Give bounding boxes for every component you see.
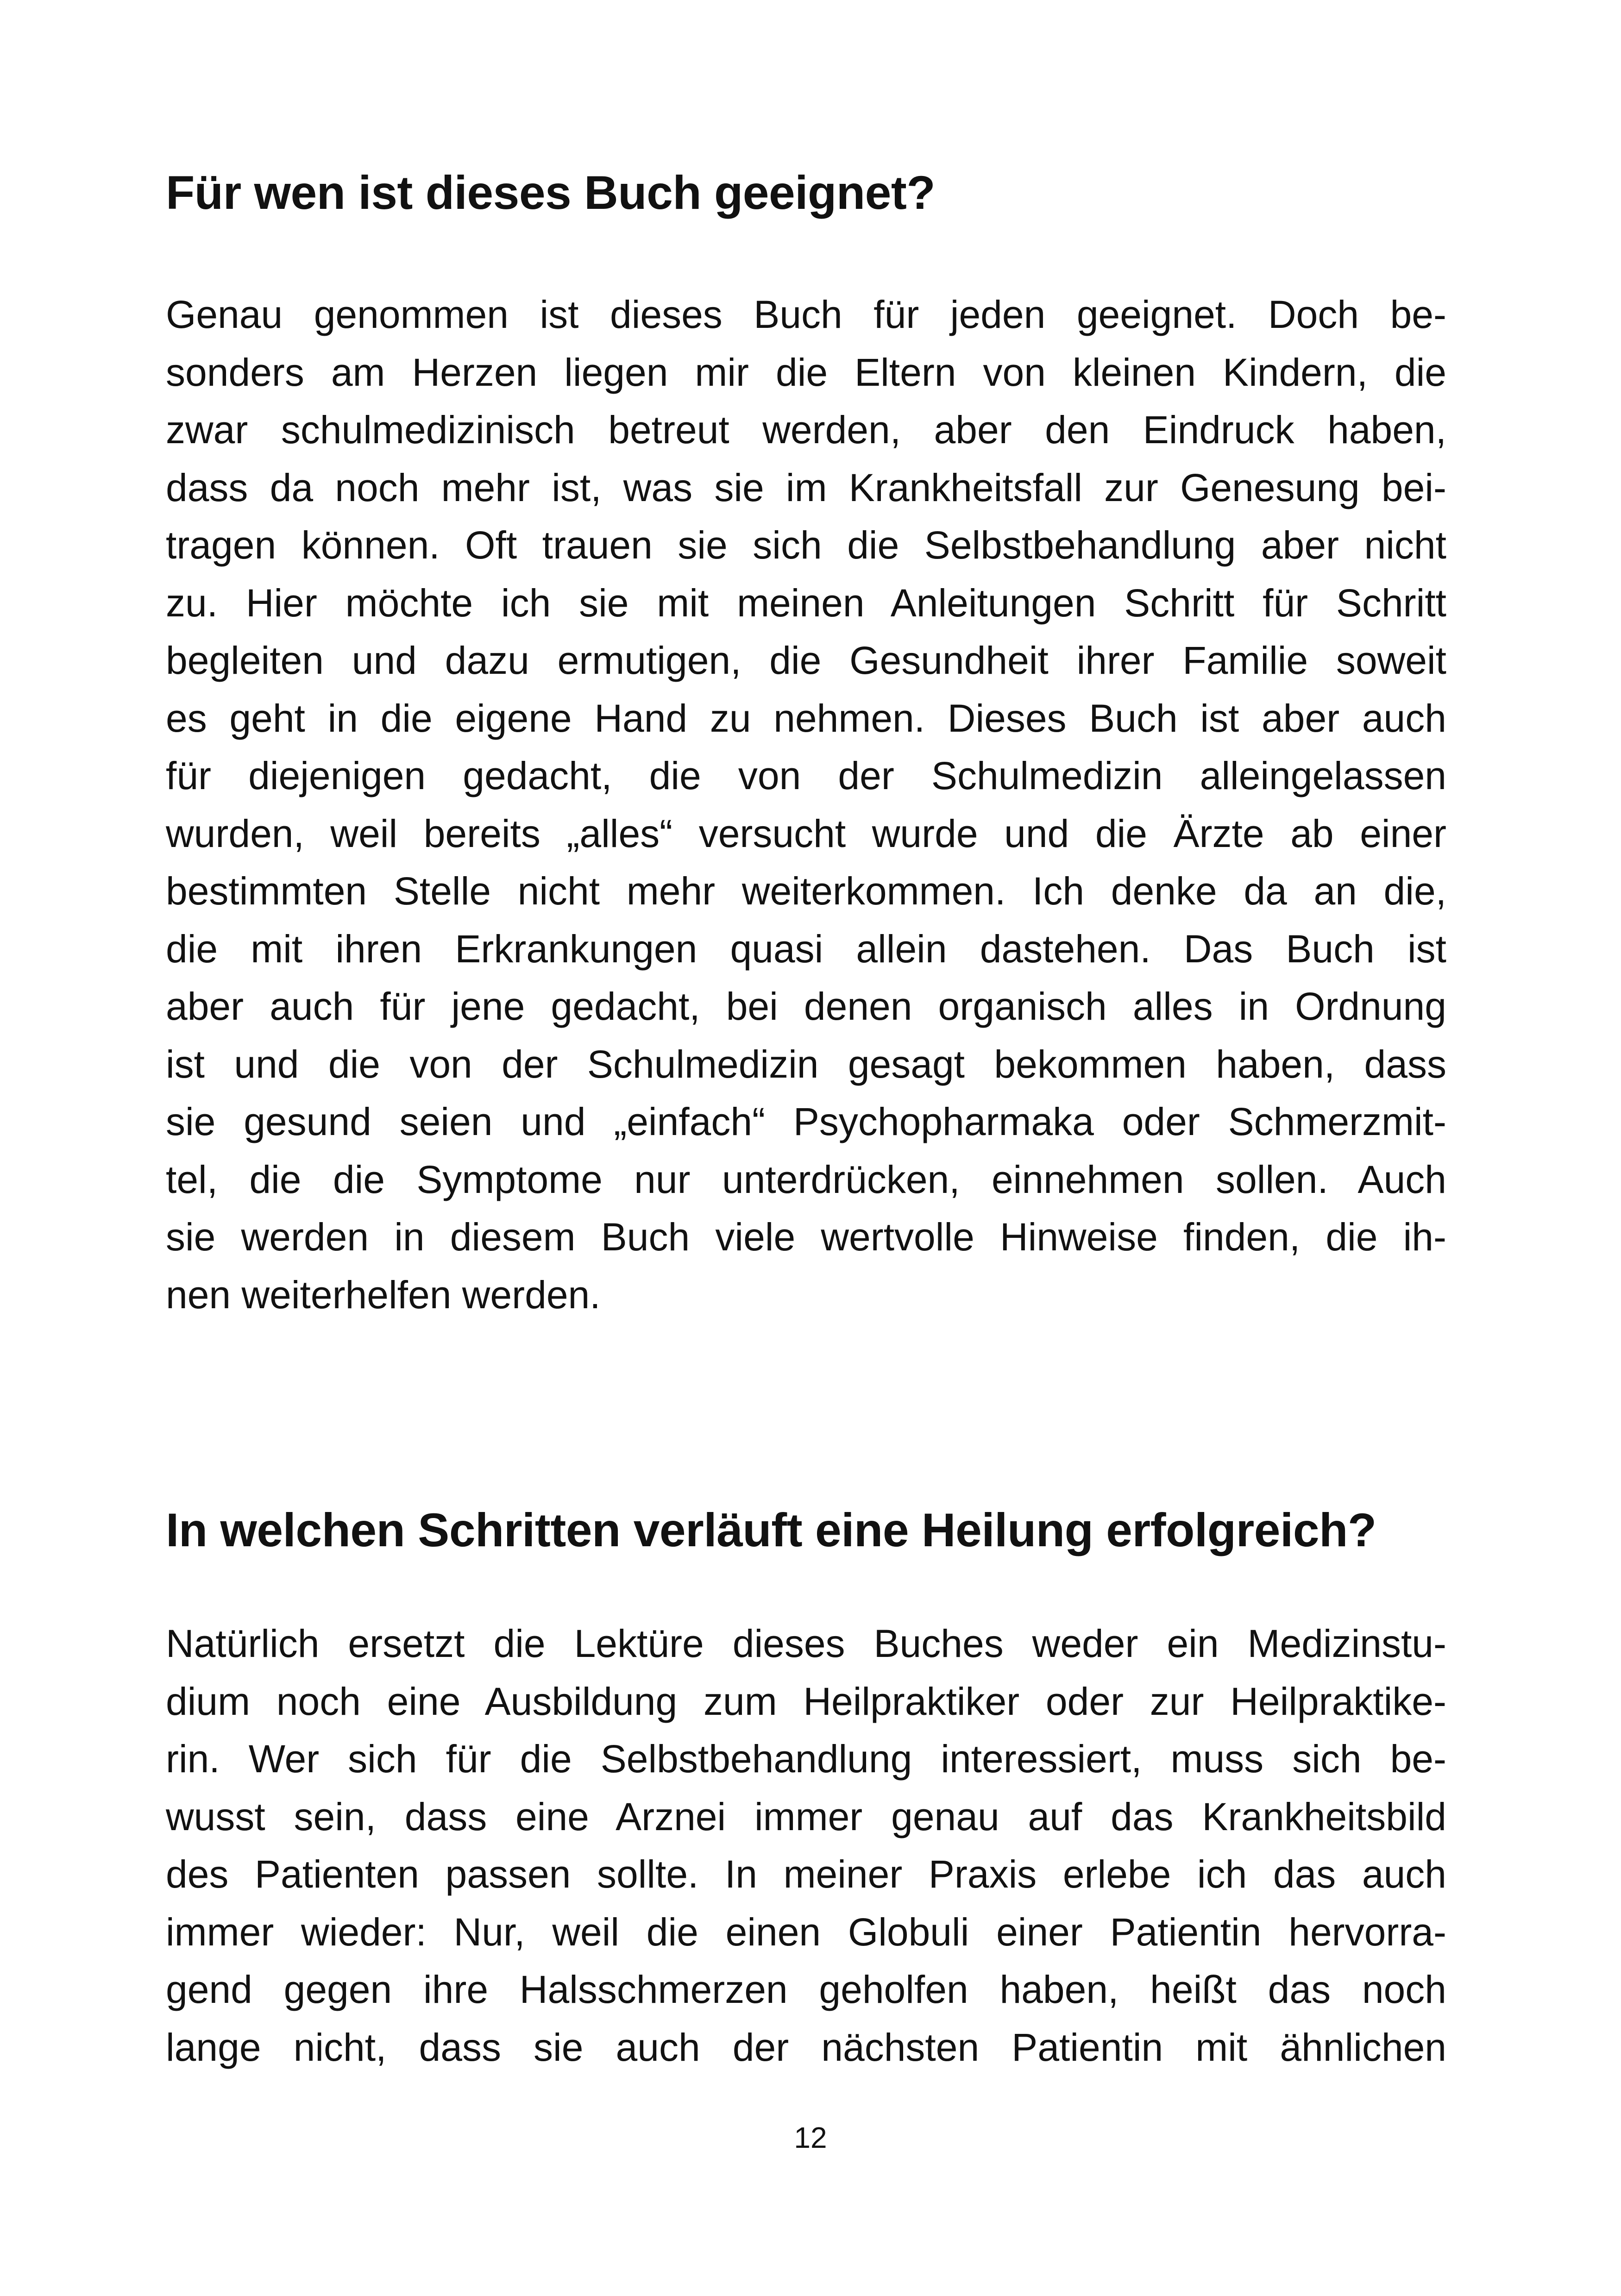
text-line: des Patienten passen sollte. In meiner Praxis erlebe ich das auch <box>166 1852 1446 1896</box>
text-line: dass da noch mehr ist, was sie im Krankheitsfall zur Genesung bei- <box>166 465 1446 509</box>
text-line: rin. Wer sich für die Selbstbehandlung interessiert, muss sich be- <box>166 1737 1446 1781</box>
text-line: nen weiterhelfen werden. <box>166 1273 601 1317</box>
text-line: tel, die die Symptome nur unterdrücken, einnehmen sollen. Auch <box>166 1157 1446 1201</box>
text-line: sonders am Herzen liegen mir die Eltern von kleinen Kindern, die <box>166 350 1446 394</box>
text-line: zu. Hier möchte ich sie mit meinen Anleitungen Schritt für Schritt <box>166 581 1446 625</box>
text-line: aber auch für jene gedacht, bei denen organisch alles in Ordnung <box>166 985 1446 1028</box>
text-line: sie gesund seien und „einfach“ Psychopharmaka oder Schmerzmit- <box>166 1100 1446 1143</box>
text-line: tragen können. Oft trauen sie sich die Selbstbehandlung aber nicht <box>166 523 1446 567</box>
text-line: dium noch eine Ausbildung zum Heilpraktiker oder zur Heilpraktike- <box>166 1679 1446 1723</box>
text-line: es geht in die eigene Hand zu nehmen. Dieses Buch ist aber auch <box>166 696 1446 740</box>
section-heading-healing-steps: In welchen Schritten verläuft eine Heilung erfolgreich? <box>166 1504 1376 1556</box>
text-line: für diejenigen gedacht, die von der Schulmedizin alleingelassen <box>166 754 1446 797</box>
text-line: wusst sein, dass eine Arznei immer genau auf das Krankheitsbild <box>166 1794 1446 1838</box>
text-line: Natürlich ersetzt die Lektüre dieses Buches weder ein Medizinstu- <box>166 1622 1446 1665</box>
text-line: lange nicht, dass sie auch der nächsten Patientin mit ähnlichen <box>166 2025 1446 2069</box>
text-line: begleiten und dazu ermutigen, die Gesundheit ihrer Familie soweit <box>166 639 1446 682</box>
text-line: sie werden in diesem Buch viele wertvolle Hinweise finden, die ih- <box>166 1215 1446 1259</box>
text-line: bestimmten Stelle nicht mehr weiterkommen. Ich denke da an die, <box>166 869 1446 913</box>
text-line: wurden, weil bereits „alles“ versucht wurde und die Ärzte ab einer <box>166 811 1446 855</box>
paragraph-healing-steps <box>166 1615 1446 2076</box>
text-line: gend gegen ihre Halsschmerzen geholfen haben, heißt das noch <box>166 1968 1446 2011</box>
paragraph-suitability <box>166 286 1446 1324</box>
section-heading-suitability: Für wen ist dieses Buch geeignet? <box>166 166 936 219</box>
text-line: ist und die von der Schulmedizin gesagt bekommen haben, dass <box>166 1042 1446 1086</box>
text-line: die mit ihren Erkrankungen quasi allein dastehen. Das Buch ist <box>166 927 1446 971</box>
text-line: zwar schulmedizinisch betreut werden, aber den Eindruck haben, <box>166 408 1446 452</box>
text-line: Genau genommen ist dieses Buch für jeden geeignet. Doch be- <box>166 293 1446 336</box>
page-number: 12 <box>794 2121 827 2154</box>
text-line: immer wieder: Nur, weil die einen Globuli einer Patientin hervorra- <box>166 1910 1446 1954</box>
